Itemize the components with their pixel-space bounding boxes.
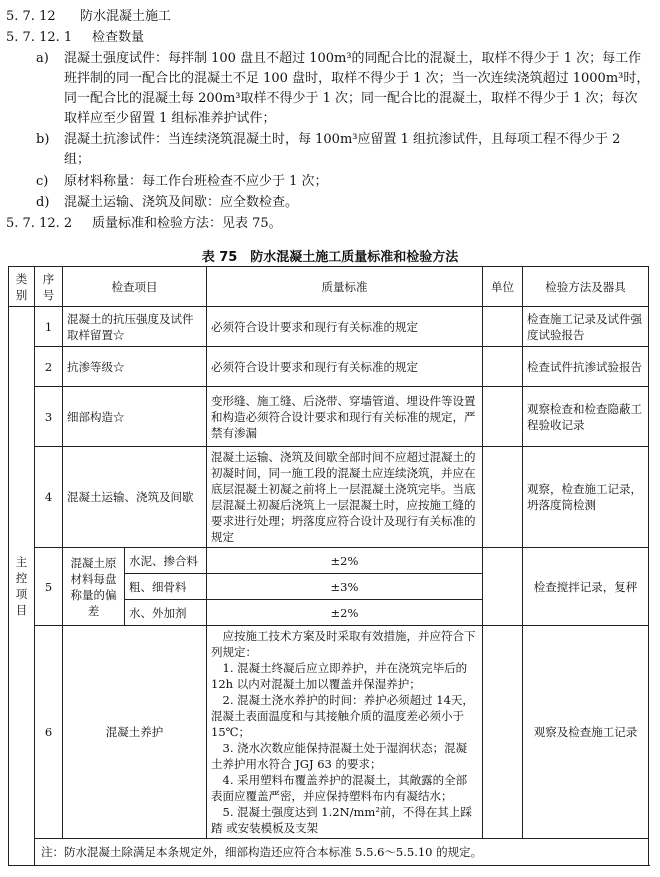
standard-cell: 变形缝、施工缝、后浇带、穿墙管道、埋设件等设置和构造必须符合设计要求和现行有关标准的规定，严禁有渗漏: [207, 387, 483, 447]
header-unit: 单位: [483, 267, 523, 307]
method-cell: 观察检查和检查隐蔽工程验收记录: [523, 387, 649, 447]
unit-cell: [483, 447, 523, 548]
table-note: 注：防水混凝土除满足本条规定外，细部构造还应符合本标准 5.5.6～5.5.10 的规定。: [35, 839, 649, 866]
table-row: [9, 347, 649, 387]
curing-rule: 5. 混凝土强度达到 1.2N/mm²前，不得在其上踩踏 或安装模板及支架: [211, 805, 472, 835]
method-cell: 检查搅拌记录，复秤: [523, 548, 649, 626]
quality-standard-table: [8, 266, 649, 866]
subsection-1-number: 5. 7. 12. 1: [6, 30, 73, 45]
method-cell: 观察，检查施工记录，坍落度筒检测: [523, 447, 649, 548]
unit-cell: [483, 387, 523, 447]
table-caption: 表 75 防水混凝土施工质量标准和检验方法: [201, 250, 459, 265]
curing-rule: 3. 浇水次数应能保持混凝土处于湿润状态；混凝土养护用水符合 JGJ 63 的要求；: [211, 741, 468, 771]
curing-rule: 2. 混凝土浇水养护的时间：养护必须超过 14天，混凝土表面温度和与其接触介质的温度差必须小于 15℃；: [211, 693, 474, 739]
item-cell: 细部构造☆: [63, 387, 207, 447]
item-d-text: 混凝土运输、浇筑及间歇：应全数检查。: [64, 195, 299, 210]
section-number: 5. 7. 12: [6, 9, 56, 24]
item-c-text: 原材料称量：每工作台班检查不应少于 1 次；: [64, 174, 328, 189]
table-row: [9, 548, 649, 574]
item-a-text: 混凝土强度试件：每拌制 100 盘且不超过 100m³的同配合比的混凝土，取样不得少于 1 次；每工作班拌制的同一配合比的混凝土不足 100 盘时，取样不得少于 1 次；当一次连续浇筑超过 1000m³时，同一配合比的混凝土每 200m³取样不得少于 1 次；同一配合比的混凝土，取样不得少于 1 次；每次取样应至少留置 1 组标准养护试件；: [64, 51, 650, 126]
seq-cell: 6: [35, 626, 63, 839]
section-title: 防水混凝土施工: [80, 9, 172, 24]
method-cell: 观察及检查施工记录: [523, 626, 649, 839]
table-row: [9, 387, 649, 447]
standard-cell: [207, 626, 483, 839]
seq-cell: 5: [35, 548, 63, 626]
standard-cell: 必须符合设计要求和现行有关标准的规定: [207, 307, 483, 347]
header-seq: 序号: [35, 267, 63, 307]
method-cell: 检查施工记录及试件强度试验报告: [523, 307, 649, 347]
table-row: [9, 626, 649, 839]
sub-item-cell: 粗、细骨料: [125, 574, 207, 600]
item-cell: 混凝土养护: [63, 626, 207, 839]
curing-rule: 应按施工技术方案及时采取有效措施，并应符合下列规定：: [211, 629, 476, 659]
header-item: 检查项目: [63, 267, 207, 307]
table-note-row: [9, 839, 649, 866]
standard-cell: ±3%: [207, 574, 483, 600]
standard-cell: 必须符合设计要求和现行有关标准的规定: [207, 347, 483, 387]
curing-rule: 4. 采用塑料布覆盖养护的混凝土，其敞露的全部表面应覆盖严密，并应保持塑料布内有凝结水；: [211, 773, 468, 803]
subsection-2-text: 质量标准和检验方法：见表 75。: [92, 216, 282, 231]
header-method: 检验方法及器具: [523, 267, 649, 307]
seq-cell: 2: [35, 347, 63, 387]
standard-cell: ±2%: [207, 600, 483, 626]
item-a-label: a): [36, 51, 49, 66]
seq-cell: 4: [35, 447, 63, 548]
table-row: [9, 447, 649, 548]
table-header-row: [9, 267, 649, 307]
unit-cell: [483, 347, 523, 387]
curing-rule: 1. 混凝土终凝后应立即养护，并在浇筑完毕后的 12h 以内对混凝土加以覆盖并保湿养护；: [211, 661, 468, 691]
item-cell: 混凝土运输、浇筑及间歇: [63, 447, 207, 548]
header-standard: 质量标准: [207, 267, 483, 307]
sub-item-cell: 水泥、掺合料: [125, 548, 207, 574]
item-cell: 混凝土的抗压强度及试件取样留置☆: [63, 307, 207, 347]
method-cell: 检查试件抗渗试验报告: [523, 347, 649, 387]
item-cell: 混凝土原材料每盘称量的偏差: [63, 548, 125, 626]
seq-cell: 1: [35, 307, 63, 347]
header-category: 类别: [9, 267, 35, 307]
subsection-1-title: 检查数量: [92, 30, 145, 45]
seq-cell: 3: [35, 387, 63, 447]
item-b-text: 混凝土抗渗试件：当连续浇筑混凝土时，每 100m³应留置 1 组抗渗试件，且每项工程不得少于 2 组；: [64, 132, 621, 167]
item-c-label: c): [36, 174, 49, 189]
unit-cell: [483, 307, 523, 347]
item-cell: 抗渗等级☆: [63, 347, 207, 387]
category-cell: 主控项目: [9, 307, 35, 866]
unit-cell: [483, 548, 523, 626]
standard-cell: 混凝土运输、浇筑及间歇全部时间不应超过混凝土的初凝时间，同一施工段的混凝土应连续浇筑，并应在底层混凝土初凝之前将上一层混凝土浇筑完毕。当底层混凝土初凝后浇筑上一层混凝土时，应按施工缝的要求进行处理；坍落度应符合设计及现行有关标准的规定: [207, 447, 483, 548]
standard-cell: ±2%: [207, 548, 483, 574]
table-row: [9, 307, 649, 347]
item-d-label: d): [36, 195, 50, 210]
sub-item-cell: 水、外加剂: [125, 600, 207, 626]
item-b-label: b): [36, 132, 50, 147]
subsection-2-number: 5. 7. 12. 2: [6, 216, 73, 231]
unit-cell: [483, 626, 523, 839]
